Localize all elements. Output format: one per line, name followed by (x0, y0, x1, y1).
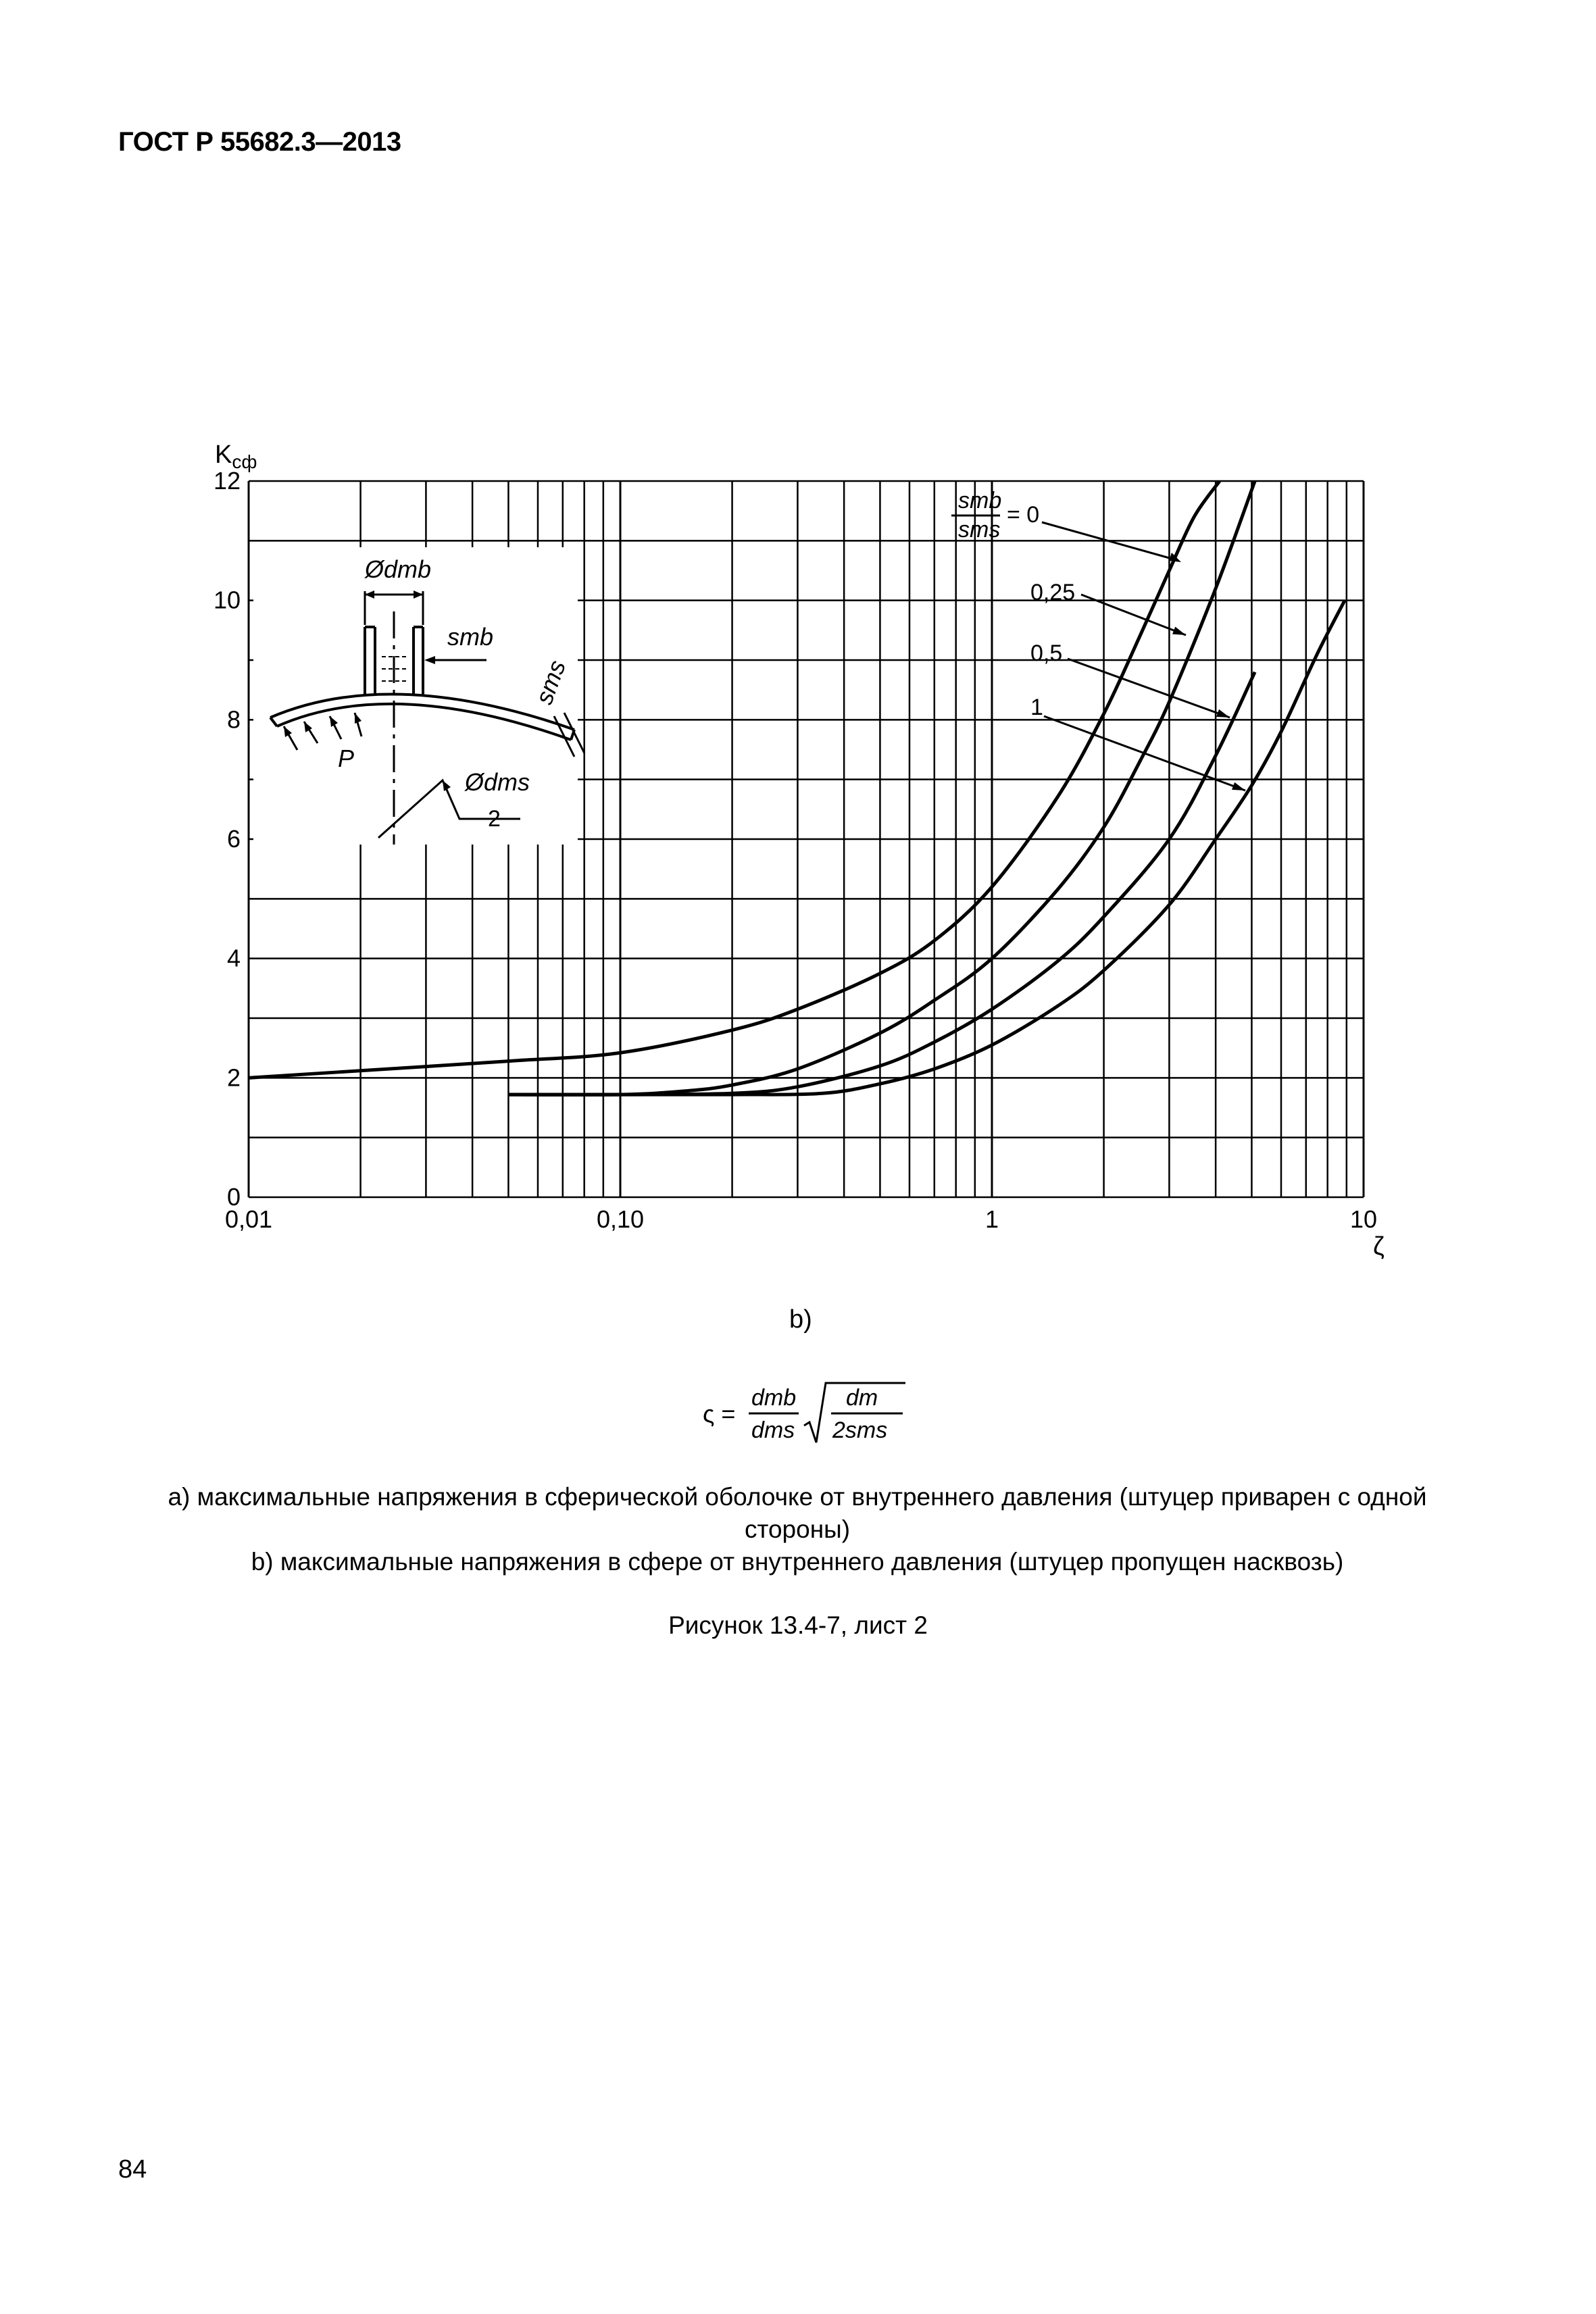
dms-label: Ødms (465, 768, 530, 796)
formula-root-num: dm (846, 1385, 878, 1411)
y-axis-label: $K_{сф}$ (215, 441, 257, 472)
legend-title-den: sms (958, 517, 1001, 543)
x-tick-label: 1 (984, 1205, 999, 1233)
formula-frac-num: dmb (751, 1385, 797, 1411)
y-tick-label: 4 (226, 944, 241, 972)
leader-arrow-2 (1216, 709, 1230, 718)
y-tick-label: 0 (226, 1183, 241, 1211)
nozzle-sketch-inset (253, 547, 584, 845)
subfigure-label: b) (789, 1305, 812, 1334)
y-axis-label-sub: сф (232, 451, 257, 472)
dmb-label: Ødmb (365, 555, 432, 583)
legend-title-suffix: = 0 (1007, 502, 1040, 528)
y-tick-label: 2 (226, 1063, 241, 1092)
series-label-2: 0,5 (1030, 640, 1063, 666)
x-axis-label: ζ (1373, 1232, 1385, 1261)
leader-arrow-3 (1232, 782, 1245, 790)
chart-legend (951, 488, 1245, 790)
series-label-1: 0,25 (1030, 580, 1076, 605)
document-header: ГОСТ Р 55682.3—2013 (118, 127, 401, 157)
series-label-3: 1 (1030, 695, 1043, 720)
legend-item-a: a) максимальные напряжения в сферической оболочке от внутреннего давления (штуцер приварен с одной стороны) (168, 1483, 1427, 1543)
series-line-3 (508, 601, 1345, 1095)
x-tick-label: 10 (1349, 1205, 1378, 1233)
formula-frac-den: dms (751, 1417, 795, 1443)
legend-item-b: b) максимальные напряжения в сфере от внутреннего давления (штуцер пропущен насквозь) (251, 1548, 1344, 1576)
formula-lhs: ς = (703, 1400, 736, 1428)
pressure-label: P (338, 745, 355, 772)
x-tick-label: 0,10 (596, 1205, 645, 1233)
page-number: 84 (118, 2155, 147, 2184)
formula (703, 1368, 926, 1456)
figure-legend (135, 1481, 1460, 1578)
leader-series-2 (1068, 659, 1230, 718)
y-tick-label: 10 (213, 586, 241, 614)
smb-label: smb (447, 623, 494, 651)
x-tick-label: 0,01 (224, 1205, 273, 1233)
legend-title-num: smb (958, 488, 1002, 513)
y-tick-label: 8 (226, 705, 241, 734)
y-tick-label: 12 (213, 467, 241, 495)
y-tick-label: 6 (226, 825, 241, 853)
figure-title: Рисунок 13.4-7, лист 2 (668, 1611, 928, 1639)
sms-label: sms (529, 656, 572, 708)
leader-arrow-1 (1172, 627, 1186, 635)
dms-den-label: 2 (488, 806, 501, 832)
formula-root-den: 2sms (832, 1417, 888, 1443)
